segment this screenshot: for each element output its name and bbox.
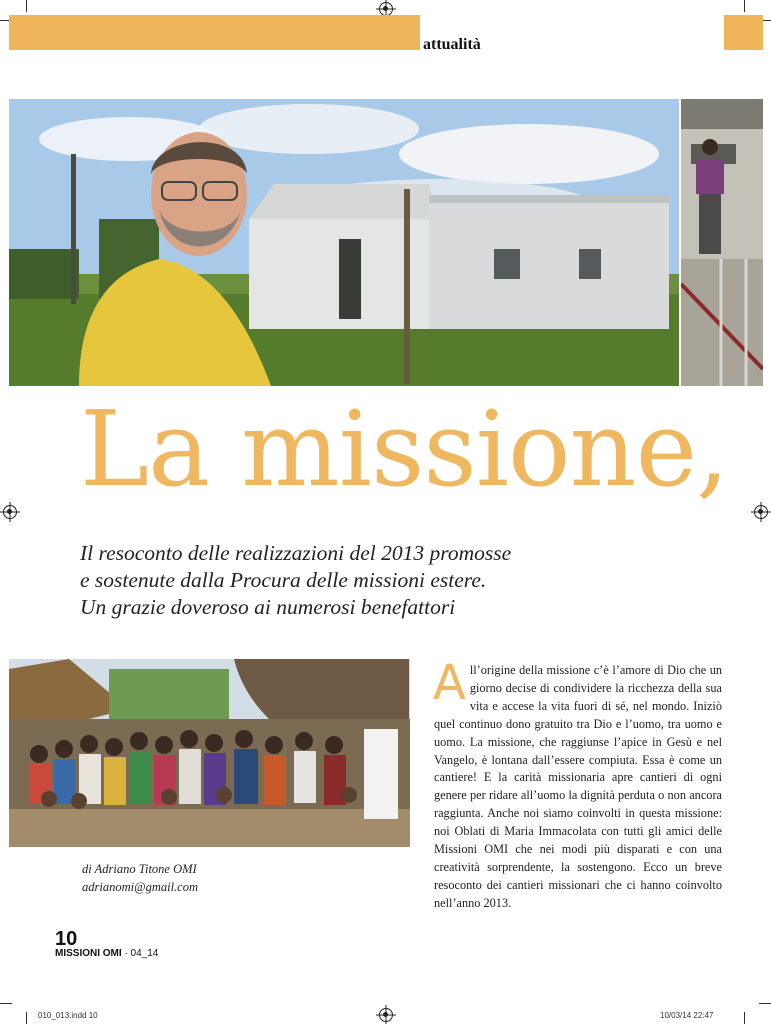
top-photo (9, 99, 679, 386)
crop-mark (759, 1003, 771, 1004)
subtitle-line: Il resoconto delle realizzazioni del 2013 promosse (80, 541, 512, 565)
byline (82, 860, 198, 896)
author-email[interactable]: adrianomi@gmail.com (82, 880, 199, 894)
article-text: ll’origine della missione c’è l’amore di Dio che un giorno decise di condividere la ricchezza della sua vita e accese la vita fuori di sé, nel mondo. Iniziò quel continuo dono gratuito tra Dio e l’uomo, tra uomo e uomo. La missione, che raggiunse l’apice in Gesù e nel Vangelo, è lontana dall’essere compiuta. Essa è come un cantiere! E la carità missionaria apre cantieri di ogni genere per ridare all’uomo la dignità perduta o non ancora raggiunta. Anche noi siamo coinvolti in questa missione: noi Oblati di Maria Immacolata con tutti gli amici delle Missioni OMI che nei modi più disparati e con una creatività sorprendente, la sostengono. Ecco un breve resoconto dei cantieri missionari che ci hanno coinvolto nell’anno 2013. (434, 663, 722, 910)
construction-worker-illustration (681, 99, 763, 386)
drop-cap: A (433, 655, 466, 711)
header-accent-block (724, 15, 763, 50)
file-slug: 010_013.indd 10 (38, 1011, 98, 1020)
subtitle-line: e sostenute dalla Procura delle missioni estere. (80, 568, 487, 592)
missionary-chapel-illustration (9, 99, 679, 386)
side-photo (681, 99, 763, 386)
registration-mark-icon (3, 505, 17, 519)
subtitle-line: Un grazie doveroso ai numerosi benefattori (80, 595, 456, 619)
crop-mark (0, 1003, 12, 1004)
page-number: 10 (55, 928, 78, 950)
headline: La missione, (80, 388, 729, 510)
group-photo (9, 659, 410, 847)
crop-mark (744, 1012, 745, 1024)
issue-number: · 04_14 (121, 948, 159, 959)
subtitle (80, 540, 640, 621)
section-tag: attualità (423, 36, 481, 53)
magazine-info (55, 948, 158, 959)
article-body (433, 655, 722, 913)
crop-mark (26, 1012, 27, 1024)
magazine-name: MISSIONI OMI (55, 948, 122, 959)
timestamp-slug: 10/03/14 22:47 (660, 1011, 714, 1020)
author-name: di Adriano Titone OMI (82, 862, 197, 876)
header-accent-bar (9, 15, 420, 50)
registration-mark-icon (379, 1008, 393, 1022)
registration-mark-icon (379, 2, 393, 16)
community-group-illustration (9, 659, 410, 847)
crop-mark (744, 0, 745, 12)
registration-mark-icon (754, 505, 768, 519)
crop-mark (26, 0, 27, 12)
